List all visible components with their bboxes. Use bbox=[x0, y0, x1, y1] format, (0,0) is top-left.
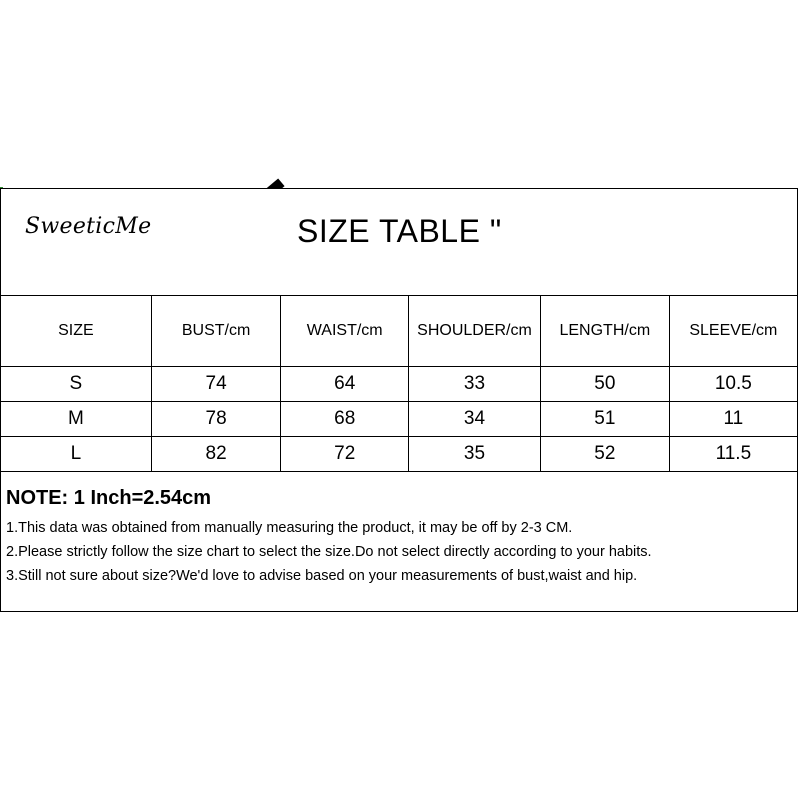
cell-size: S bbox=[1, 367, 151, 402]
header-bust: BUST/cm bbox=[151, 296, 281, 367]
header-shoulder: SHOULDER/cm bbox=[409, 296, 541, 367]
cell-bust: 82 bbox=[151, 437, 281, 472]
note-line-1: 1.This data was obtained from manually measuring the product, it may be off by 2-3 CM. bbox=[6, 520, 573, 536]
note-title: NOTE: 1 Inch=2.54cm bbox=[6, 487, 212, 509]
header-size: SIZE bbox=[1, 296, 151, 367]
cell-bust: 74 bbox=[151, 367, 281, 402]
size-chart-sheet bbox=[0, 188, 798, 612]
size-table bbox=[1, 295, 797, 472]
size-chart-header bbox=[1, 189, 797, 295]
cell-sleeve: 11.5 bbox=[669, 437, 797, 472]
cell-size: M bbox=[1, 402, 151, 437]
brand-logo: SweeticMe bbox=[25, 214, 152, 239]
table-header-row bbox=[1, 296, 797, 367]
cell-size: L bbox=[1, 437, 151, 472]
cell-bust: 78 bbox=[151, 402, 281, 437]
table-row bbox=[1, 402, 797, 437]
cell-length: 52 bbox=[540, 437, 669, 472]
cell-waist: 72 bbox=[281, 437, 409, 472]
note-line-3: 3.Still not sure about size?We'd love to advise based on your measurements of bust,waist and hip. bbox=[6, 568, 638, 584]
cell-shoulder: 34 bbox=[409, 402, 541, 437]
cell-waist: 68 bbox=[281, 402, 409, 437]
cell-length: 51 bbox=[540, 402, 669, 437]
note-line-2: 2.Please strictly follow the size chart to select the size.Do not select directly according to your habits. bbox=[6, 544, 652, 560]
cell-sleeve: 10.5 bbox=[669, 367, 797, 402]
table-row bbox=[1, 367, 797, 402]
header-waist: WAIST/cm bbox=[281, 296, 409, 367]
header-sleeve: SLEEVE/cm bbox=[669, 296, 797, 367]
size-table-title: SIZE TABLE " bbox=[297, 213, 502, 249]
cell-sleeve: 11 bbox=[669, 402, 797, 437]
cell-waist: 64 bbox=[281, 367, 409, 402]
header-length: LENGTH/cm bbox=[540, 296, 669, 367]
cell-shoulder: 35 bbox=[409, 437, 541, 472]
cell-length: 50 bbox=[540, 367, 669, 402]
table-row bbox=[1, 437, 797, 472]
cell-shoulder: 33 bbox=[409, 367, 541, 402]
notes-section bbox=[6, 487, 786, 592]
